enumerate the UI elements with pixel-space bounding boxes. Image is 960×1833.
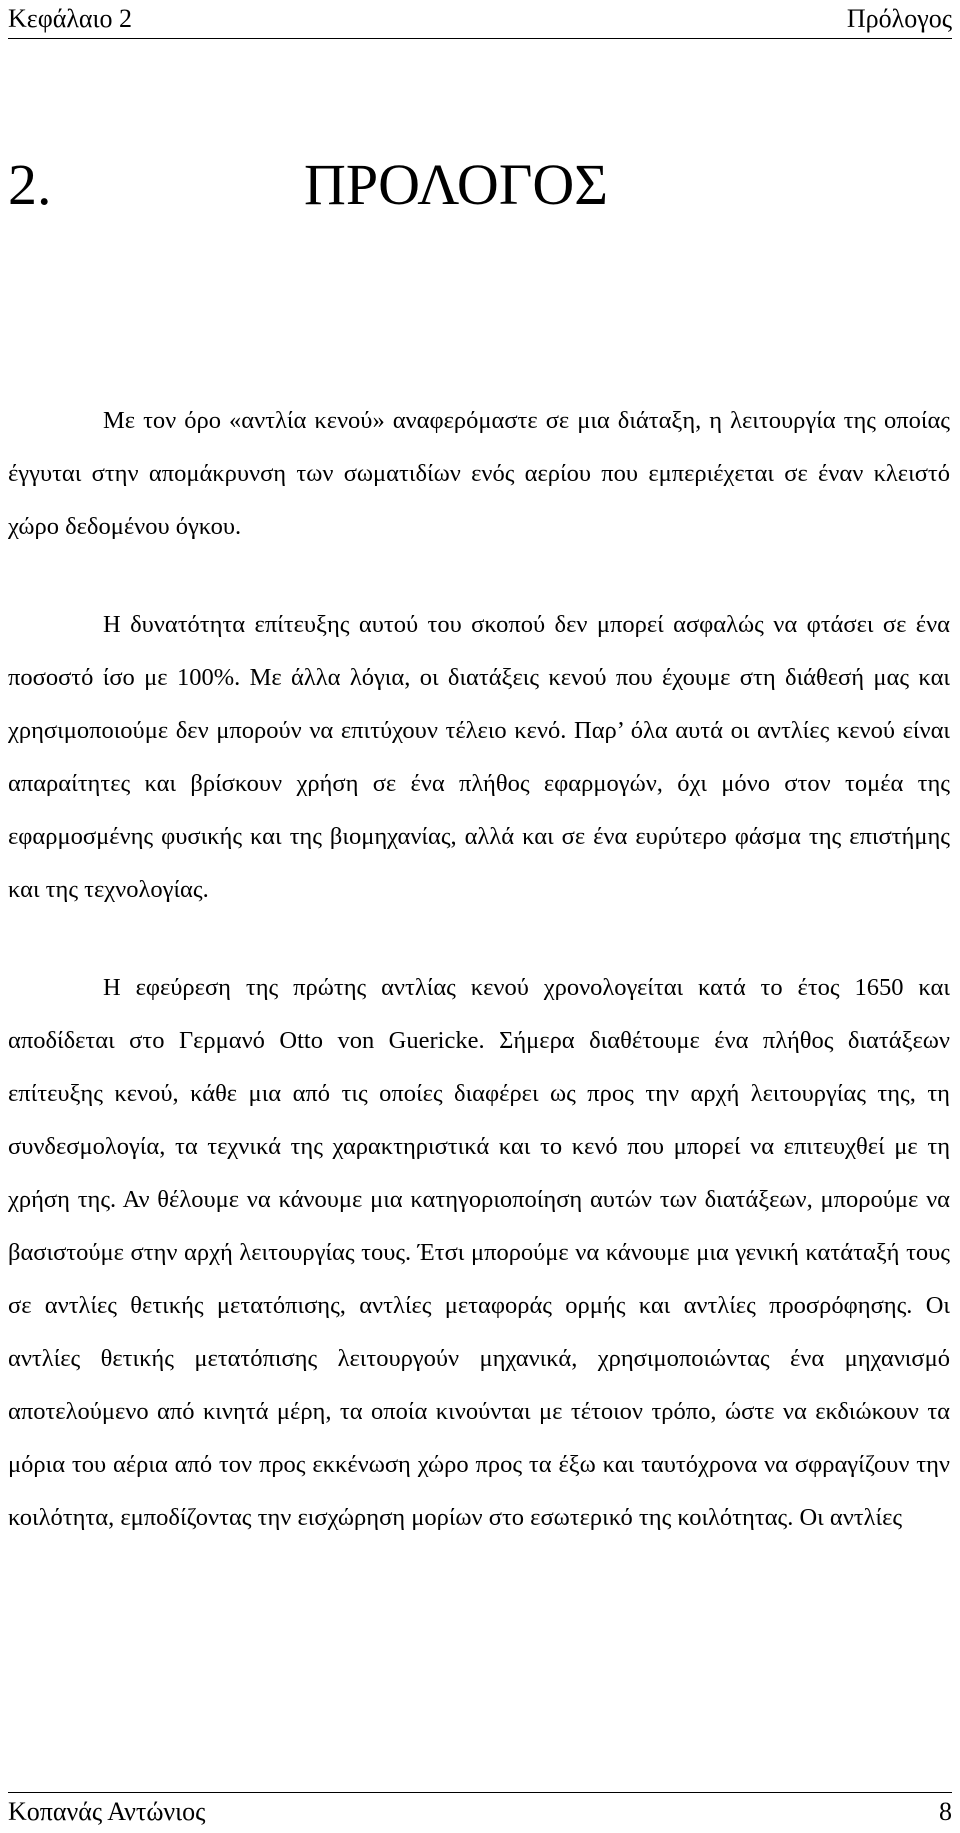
chapter-heading <box>8 150 608 220</box>
footer-author: Κοπανάς Αντώνιος <box>8 1797 206 1826</box>
running-header <box>8 4 952 39</box>
running-footer <box>8 1792 952 1833</box>
footer-page-number: 8 <box>939 1797 952 1826</box>
body-text <box>8 394 950 1544</box>
paragraph: Η δυνατότητα επίτευξης αυτού του σκοπού δεν μπορεί ασφαλώς να φτάσει σε ένα ποσοστό ίσο με 100%. Με άλλα λόγια, οι διατάξεις κενού που έχουμε στη διάθεσή μας και χρησιμοποιούμε δεν μπορούν να επιτύχουν τέλειο κενό. Παρ’ όλα αυτά οι αντλίες κενού είναι απαραίτητες και βρίσκουν χρήση σε ένα πλήθος εφαρμογών, όχι μόνο στον τομέα της εφαρμοσμένης φυσικής και της βιομηχανίας, αλλά και σε ένα ευρύτερο φάσμα της επιστήμης και της τεχνολογίας. <box>8 611 950 903</box>
header-chapter-label: Κεφάλαιο 2 <box>8 4 133 33</box>
chapter-number: 2. <box>8 152 52 217</box>
header-section-label: Πρόλογος <box>846 4 952 33</box>
chapter-title: ΠΡΟΛΟΓΟΣ <box>304 152 608 217</box>
paragraph: Με τον όρο «αντλία κενού» αναφερόμαστε σε μια διάταξη, η λειτουργία της οποίας έγγυται στην απομάκρυνση των σωματιδίων ενός αερίου που εμπεριέχεται σε έναν κλειστό χώρο δεδομένου όγκου. <box>8 407 950 540</box>
paragraph: Η εφεύρεση της πρώτης αντλίας κενού χρονολογείται κατά το έτος 1650 και αποδίδεται στο Γερμανό Otto von Guericke. Σήμερα διαθέτουμε ένα πλήθος διατάξεων επίτευξης κενού, κάθε μια από τις οποίες διαφέρει ως προς την αρχή λειτουργίας της, τη συνδεσμολογία, τα τεχνικά της χαρακτηριστικά και το κενό που μπορεί να επιτευχθεί με τη χρήση της. Αν θέλουμε να κάνουμε μια κατηγοριοποίηση αυτών των διατάξεων, μπορούμε να βασιστούμε στην αρχή λειτουργίας τους. Έτσι μπορούμε να κάνουμε μια γενική κατάταξή τους σε αντλίες θετικής μετατόπισης, αντλίες μεταφοράς ορμής και αντλίες προσρόφησης. Οι αντλίες θετικής μετατόπισης λειτουργούν μηχανικά, χρησιμοποιώντας ένα μηχανισμό αποτελούμενο από κινητά μέρη, τα οποία κινούνται με τέτοιον τρόπο, ώστε να εκδιώκουν τα μόρια του αέρια από τον προς εκκένωση χώρο προς τα έξω και ταυτόχρονα να σφραγίζουν την κοιλότητα, εμποδίζοντας την εισχώρηση μορίων στο εσωτερικό της κοιλότητας. Οι αντλίες <box>8 974 950 1531</box>
